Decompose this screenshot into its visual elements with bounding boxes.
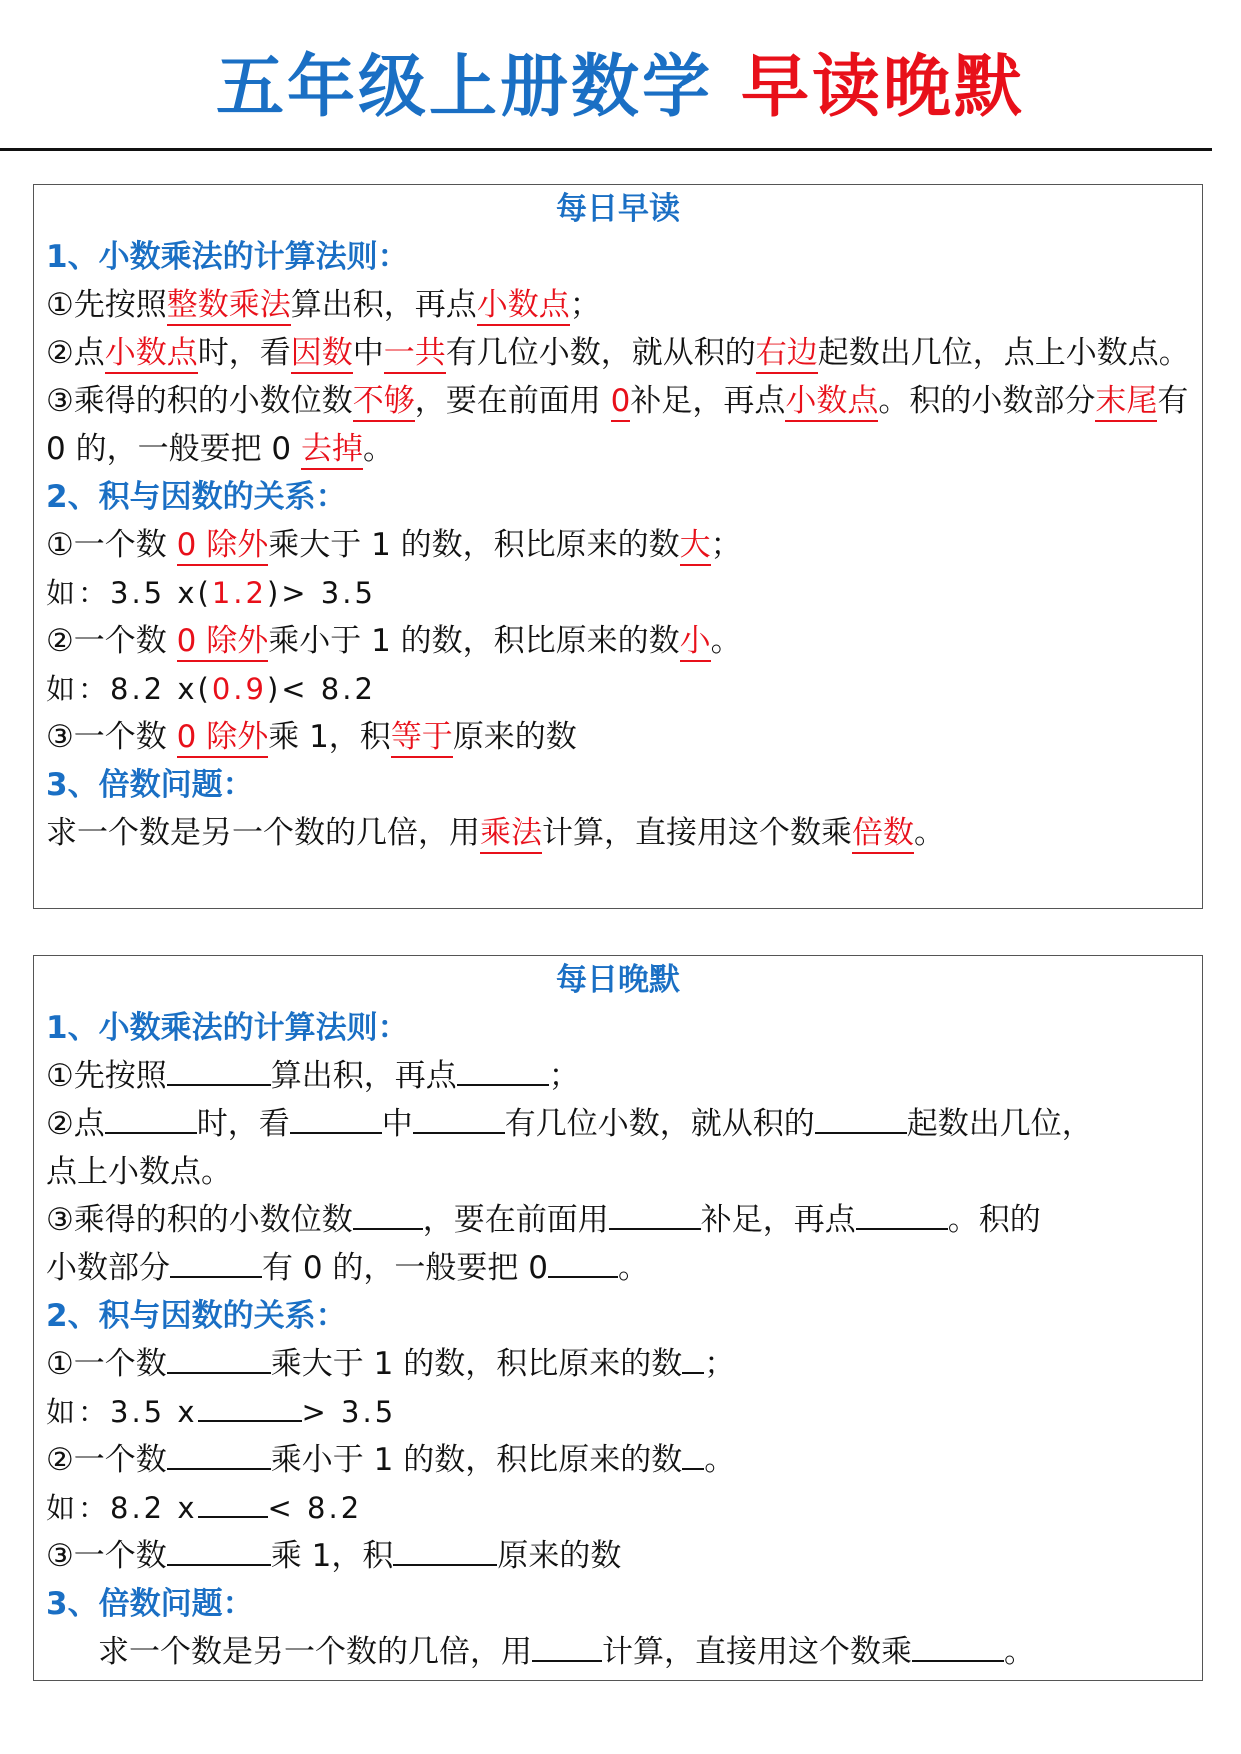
text: 时，看	[196, 1106, 290, 1142]
blank[interactable]	[170, 1250, 262, 1278]
rule-line-3a	[46, 1196, 1190, 1244]
text: 计算，直接用这个数乘	[602, 1634, 912, 1670]
answer: 倍数	[852, 815, 914, 854]
blank[interactable]	[682, 1346, 704, 1374]
blank[interactable]	[353, 1202, 423, 1230]
text: ，要在前面用	[422, 1202, 609, 1238]
text: 有几位小数，就从积的	[504, 1106, 815, 1142]
title-grade-math: 五年级上册数学	[215, 48, 713, 127]
text: 乘 1，积	[268, 719, 391, 755]
text: 原来的数	[497, 1538, 622, 1574]
relation-line-1	[46, 1340, 1190, 1388]
answer: 小数点	[477, 287, 570, 326]
answer: 不够	[353, 383, 415, 422]
text: 乘大于 1 的数，积比原来的数	[270, 1346, 683, 1382]
text: ①先按照	[46, 1058, 167, 1094]
answer: 一共	[384, 335, 446, 374]
text: 时，看	[197, 335, 291, 371]
text: 求一个数是另一个数的几倍，用	[98, 1634, 532, 1670]
section-3-title: 3、倍数问题：	[46, 1586, 254, 1622]
rule-line-2a	[46, 1100, 1190, 1148]
text: 补足，再点	[700, 1202, 856, 1238]
relation-line-2	[46, 617, 1190, 665]
answer: 1.2	[211, 576, 267, 610]
blank[interactable]	[167, 1538, 271, 1566]
example-line-1	[46, 569, 1190, 617]
blank[interactable]	[532, 1634, 602, 1662]
example-line-2	[46, 665, 1190, 713]
text: ；	[710, 527, 742, 563]
text: ③一个数	[46, 1538, 167, 1574]
example-line-1	[46, 1388, 1190, 1436]
answer: 0 除外	[177, 527, 269, 566]
text: 中	[381, 1106, 413, 1142]
text: 原来的数	[452, 719, 577, 755]
text: 。	[710, 623, 742, 659]
text: ③乘得的积的小数位数	[46, 1202, 353, 1238]
answer: 去掉	[301, 431, 363, 470]
text: ②点	[46, 1106, 105, 1142]
blank[interactable]	[548, 1250, 618, 1278]
text: )> 3.5	[266, 576, 376, 610]
rule-line-2	[46, 329, 1190, 377]
text: 。积的小数部分	[878, 383, 1096, 419]
text: ②点	[46, 335, 105, 371]
section-3-title: 3、倍数问题：	[46, 767, 254, 803]
morning-reading-box	[33, 184, 1203, 909]
text: ；	[704, 1346, 736, 1382]
answer: 乘法	[480, 815, 542, 854]
text: 算出积，再点	[290, 287, 477, 323]
blank[interactable]	[815, 1106, 907, 1134]
title-divider	[0, 148, 1212, 151]
text: ③一个数	[46, 719, 177, 755]
answer: 0.9	[211, 672, 267, 706]
text: 起数出几位，	[906, 1106, 1093, 1142]
text: 乘小于 1 的数，积比原来的数	[268, 623, 680, 659]
text: 。	[363, 431, 395, 467]
answer: 等于	[391, 719, 453, 758]
blank[interactable]	[105, 1106, 197, 1134]
answer: 0	[611, 383, 631, 422]
answer: 小	[680, 623, 711, 662]
text: 。	[618, 1250, 650, 1286]
section-1-title: 1、小数乘法的计算法则：	[46, 239, 409, 275]
text: 有 0 的，一般要把 0	[262, 1250, 549, 1286]
text: 起数出几位，点上小数点。	[817, 335, 1190, 371]
evening-dictation-box	[33, 955, 1203, 1681]
blank[interactable]	[198, 1490, 268, 1518]
text: 求一个数是另一个数的几倍，用	[46, 815, 480, 851]
multiple-line	[46, 809, 1190, 857]
blank[interactable]	[609, 1202, 701, 1230]
text: 小数部分	[46, 1250, 170, 1286]
answer: 0 除外	[177, 623, 269, 662]
text: 有 0 的，一般要把 0	[46, 383, 1189, 467]
text: 中	[352, 335, 384, 371]
text: 有几位小数，就从积的	[445, 335, 756, 371]
text: 。积的	[947, 1202, 1041, 1238]
rule-line-3	[46, 377, 1190, 473]
section-2-title: 2、积与因数的关系：	[46, 1298, 347, 1334]
example-line-2	[46, 1484, 1190, 1532]
text: ①先按照	[46, 287, 167, 323]
blank[interactable]	[198, 1394, 302, 1422]
text: 乘小于 1 的数，积比原来的数	[270, 1442, 683, 1478]
blank[interactable]	[856, 1202, 948, 1230]
blank[interactable]	[167, 1442, 271, 1470]
evening-heading: 每日晚默	[556, 962, 680, 998]
answer: 末尾	[1095, 383, 1157, 422]
text: 如：3.5 x(	[46, 576, 212, 610]
blank[interactable]	[682, 1442, 704, 1470]
blank[interactable]	[413, 1106, 505, 1134]
text: 乘 1，积	[270, 1538, 394, 1574]
answer: 因数	[291, 335, 353, 374]
text: ②一个数	[46, 1442, 167, 1478]
text: ③乘得的积的小数位数	[46, 383, 353, 419]
text: )< 8.2	[266, 672, 376, 706]
text: ②一个数	[46, 623, 177, 659]
answer: 小数点	[785, 383, 878, 422]
answer: 小数点	[105, 335, 198, 374]
morning-heading: 每日早读	[556, 191, 680, 227]
relation-line-1	[46, 521, 1190, 569]
text: ①一个数	[46, 527, 177, 563]
text: 乘大于 1 的数，积比原来的数	[268, 527, 680, 563]
rule-line-1	[46, 1052, 1190, 1100]
text: 如：8.2 x	[46, 1491, 198, 1525]
text: 。	[704, 1442, 736, 1478]
page-title	[0, 44, 1241, 132]
text: 算出积，再点	[270, 1058, 457, 1094]
text: ①一个数	[46, 1346, 167, 1382]
relation-line-3	[46, 1532, 1190, 1580]
rule-line-1	[46, 281, 1190, 329]
section-1-title: 1、小数乘法的计算法则：	[46, 1010, 409, 1046]
blank[interactable]	[290, 1106, 382, 1134]
text: > 3.5	[301, 1395, 397, 1429]
rule-line-2b: 点上小数点。	[46, 1154, 232, 1190]
answer: 大	[680, 527, 711, 566]
blank[interactable]	[167, 1058, 271, 1086]
blank[interactable]	[167, 1346, 271, 1374]
blank[interactable]	[393, 1538, 497, 1566]
answer: 0 除外	[177, 719, 269, 758]
relation-line-2	[46, 1436, 1190, 1484]
multiple-line	[46, 1628, 1190, 1676]
title-reading: 早读晚默	[741, 48, 1026, 127]
rule-line-3b	[46, 1244, 1190, 1292]
text: ；	[548, 1058, 580, 1094]
section-2-title: 2、积与因数的关系：	[46, 479, 347, 515]
text: 。	[914, 815, 945, 851]
relation-line-3	[46, 713, 1190, 761]
text: 如：8.2 x(	[46, 672, 212, 706]
blank[interactable]	[457, 1058, 549, 1086]
text: ；	[569, 287, 601, 323]
text: 计算，直接用这个数乘	[542, 815, 852, 851]
text: < 8.2	[267, 1491, 363, 1525]
answer: 整数乘法	[167, 287, 291, 326]
text: 补足，再点	[630, 383, 786, 419]
text: 如：3.5 x	[46, 1395, 198, 1429]
text: 。	[1004, 1634, 1035, 1670]
answer: 右边	[756, 335, 818, 374]
text: ，要在前面用	[414, 383, 611, 419]
blank[interactable]	[912, 1634, 1004, 1662]
